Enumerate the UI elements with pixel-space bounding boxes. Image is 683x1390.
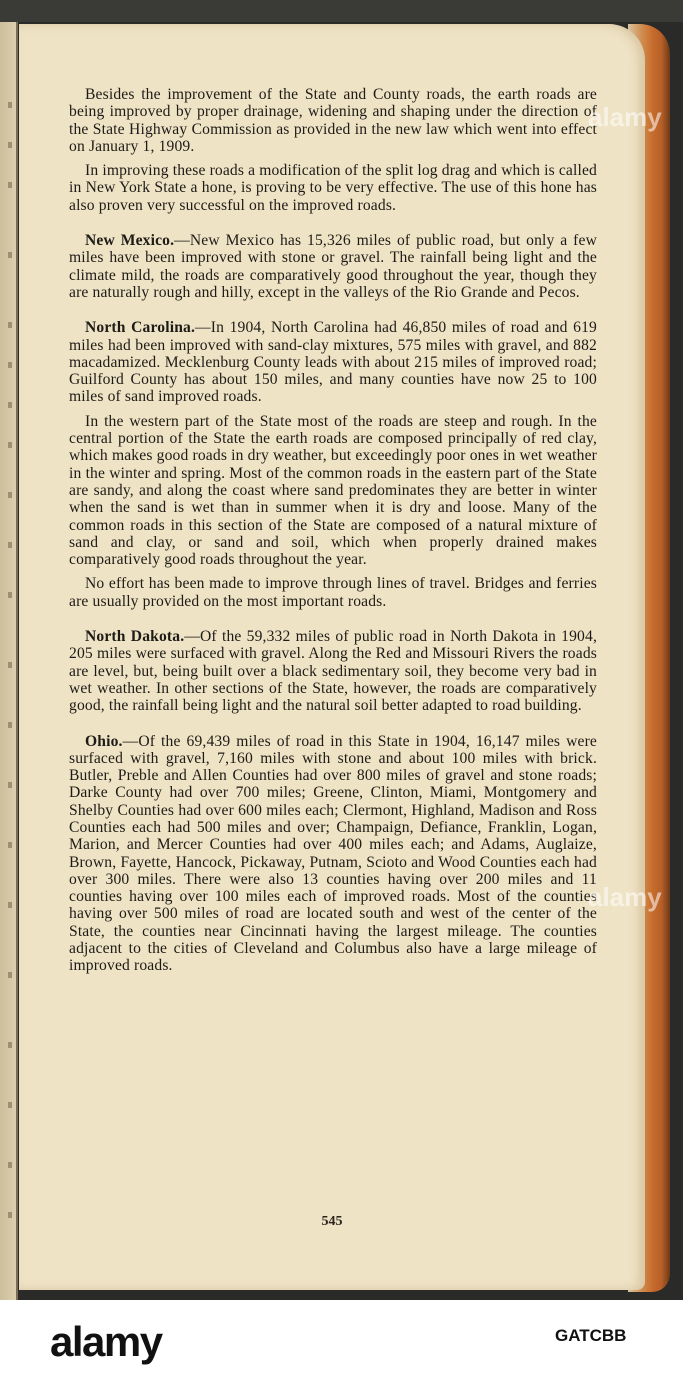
- page-number: 545: [321, 1214, 343, 1229]
- scanner-top-edge: [0, 0, 683, 22]
- paragraph: No effort has been made to improve through lines of travel. Bridges and ferries are usually provided on the most important roads.: [69, 575, 597, 610]
- watermark-text: alamy: [588, 102, 662, 132]
- stock-logo: alamy: [50, 1318, 162, 1365]
- book-page: [19, 24, 645, 1290]
- stock-image-id: GATCBB: [555, 1326, 627, 1345]
- section-heading: Ohio.: [85, 732, 123, 750]
- section-north-carolina: North Carolina.—In 1904, North Carolina had 46,850 miles of road and 619 miles had been improved with sand-clay mixtures, 575 miles with gravel, and 882 macadamized. Mecklenburg County leads with about 215 miles of improved road; Guilford County has about 150 miles, and many counties have now 25 to 100 miles of sand improved roads.: [69, 319, 597, 406]
- paragraph: In improving these roads a modification of the split log drag and which is called in New York State a hone, is proving to be very effective. The use of this hone has also proven very successful on the improved roads.: [69, 162, 597, 214]
- page-body-text: [69, 86, 597, 982]
- section-new-mexico: New Mexico.—New Mexico has 15,326 miles of public road, but only a few miles have been improved with stone or gravel. The rainfall being light and the climate mild, the roads are comparatively good throughout the year, though they are naturally rough and hilly, except in the valleys of the Rio Grande and Pecos.: [69, 232, 597, 301]
- section-north-dakota: North Dakota.—Of the 59,332 miles of public road in North Dakota in 1904, 205 miles were surfaced with gravel. Along the Red and Missouri Rivers the roads are level, but, being built over a black sedimentary soil, they become very bad in wet weather. In other sections of the State, however, the roads are comparatively good, the rainfall being light and the natural soil better adapted to road building.: [69, 628, 598, 715]
- section-heading: North Carolina.: [85, 319, 196, 337]
- section-heading: North Dakota.: [85, 628, 185, 646]
- section-ohio: Ohio.—Of the 69,439 miles of road in this State in 1904, 16,147 miles were surfaced with gravel, 7,160 miles with stone and about 100 miles with brick. Butler, Preble and Allen Counties had over 800 miles of gravel and stone roads; Darke County had over 700 miles; Greene, Clinton, Miami, Montgomery and Shelby Counties had over 600 miles each; Clermont, Highland, Madison and Ross Counties each had 500 miles and over; Champaign, Defiance, Franklin, Logan, Marion, and Mercer Counties had over 400 miles each; and Adams, Auglaize, Brown, Fayette, Hancock, Pickaway, Putnam, Scioto and Wood Counties each had over 300 miles. There were also 13 counties having over 200 miles and 11 counties having over 100 miles each of improved roads. Most of the counties having over 500 miles of road are located south and west of the center of the State, the counties near Cincinnati having the largest mileage. The counties adjacent to the cities of Cleveland and Columbus also have a large mileage of improved roads.: [69, 732, 597, 975]
- previous-page-edge: [0, 22, 18, 1300]
- watermark-text: alamy: [588, 882, 662, 912]
- section-heading: New Mexico.: [85, 232, 175, 250]
- paragraph: Besides the improvement of the State and County roads, the earth roads are being improved by proper drainage, widening and shaping under the direction of the State Highway Commission as provided in the new law which went into effect on January 1, 1909.: [69, 86, 597, 155]
- paragraph: In the western part of the State most of the roads are steep and rough. In the central portion of the State the earth roads are composed principally of red clay, which makes good roads in dry weather, but exceedingly poor ones in wet weather in the winter and spring. Most of the common roads in the eastern part of the State are sandy, and along the coast where sand predominates they are better in winter when the sand is wet than in summer when it is dry and loose. Many of the common roads in this section of the State are composed of a natural mixture of sand and clay, or sand and soil, which when properly drained makes comparatively good roads throughout the year.: [69, 412, 597, 569]
